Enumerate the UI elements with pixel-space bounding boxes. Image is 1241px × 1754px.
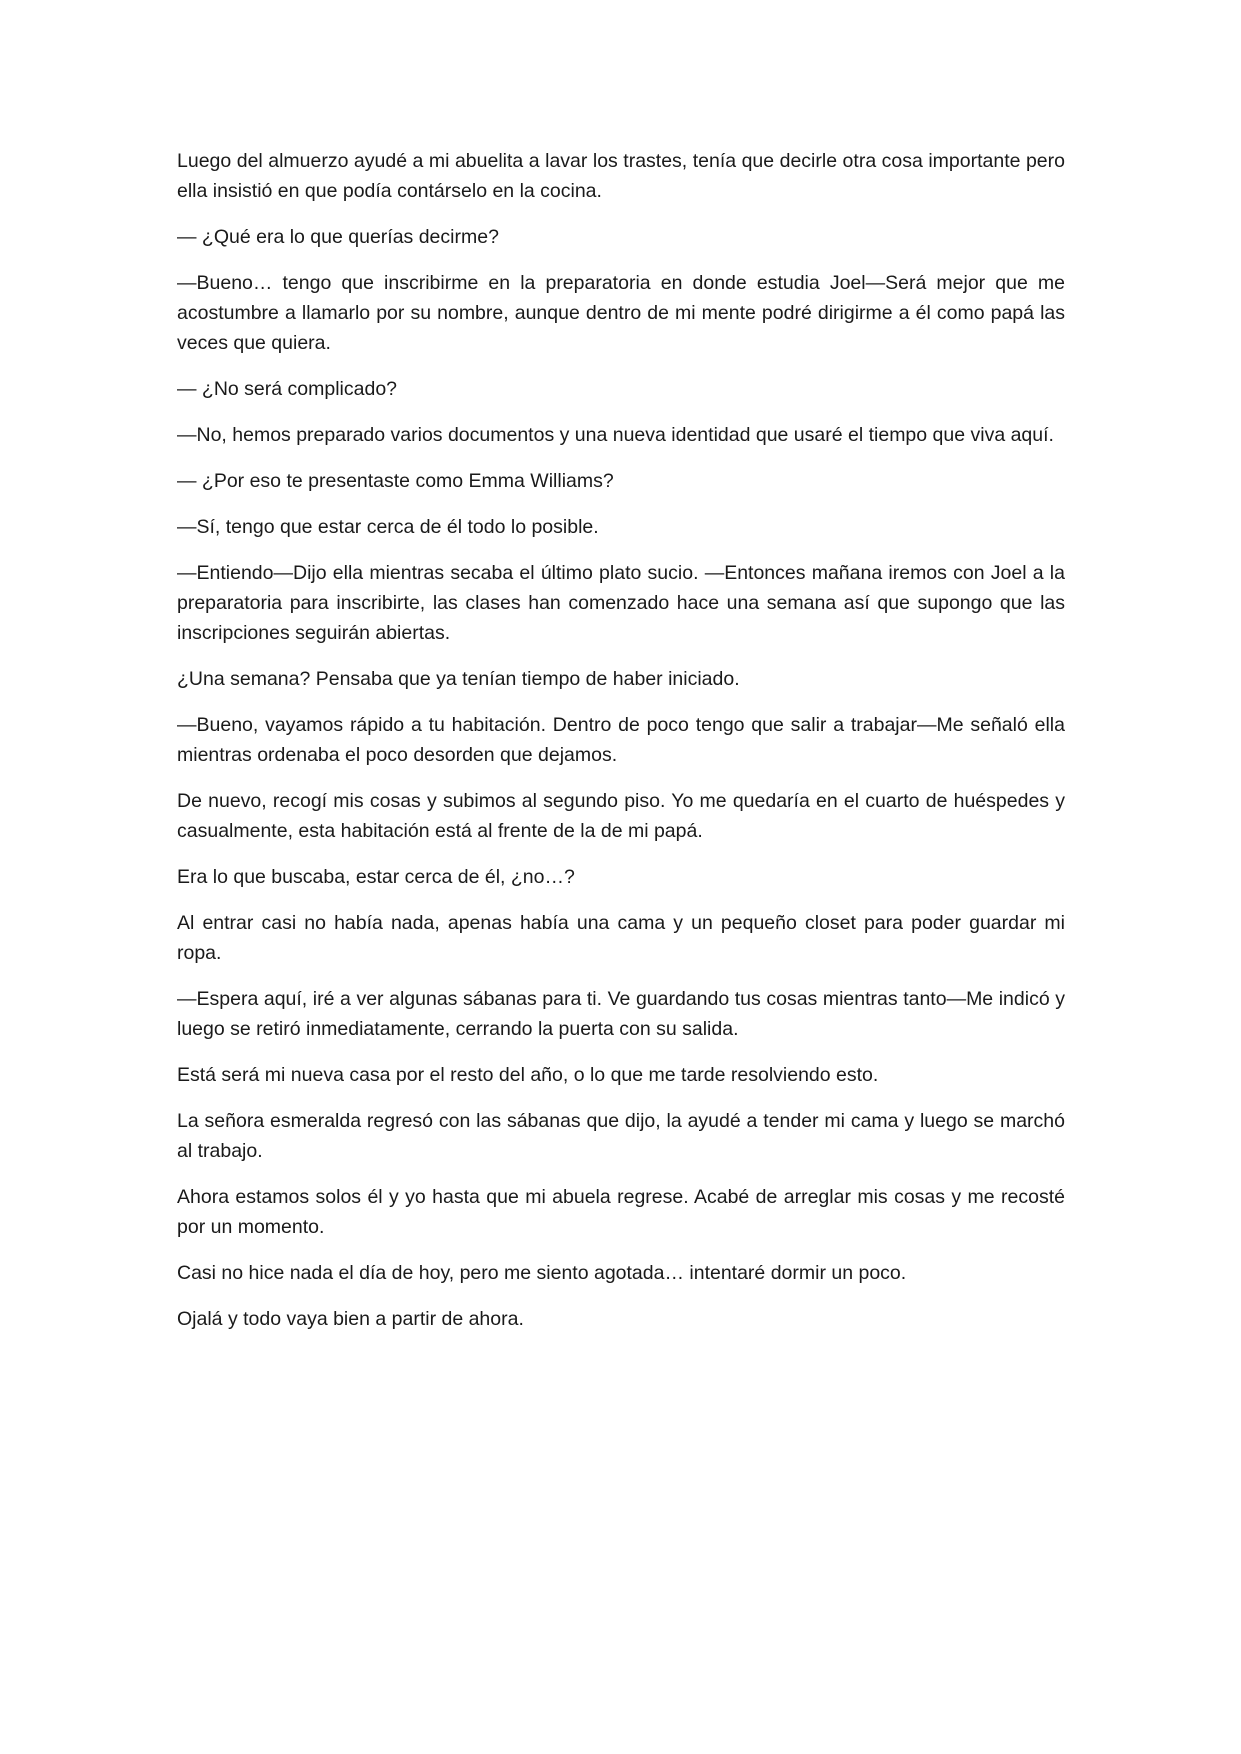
paragraph: La señora esmeralda regresó con las sábanas que dijo, la ayudé a tender mi cama y luego se marchó al trabajo. <box>177 1110 1065 1162</box>
paragraph: — ¿Qué era lo que querías decirme? <box>177 226 499 248</box>
paragraph: —Sí, tengo que estar cerca de él todo lo posible. <box>177 516 599 538</box>
document-body <box>177 146 1065 1350</box>
paragraph: —No, hemos preparado varios documentos y una nueva identidad que usaré el tiempo que viva aquí. <box>177 424 1054 446</box>
paragraph: Está será mi nueva casa por el resto del año, o lo que me tarde resolviendo esto. <box>177 1064 879 1086</box>
paragraph: Ahora estamos solos él y yo hasta que mi abuela regrese. Acabé de arreglar mis cosas y me recosté por un momento. <box>177 1186 1065 1238</box>
paragraph: Era lo que buscaba, estar cerca de él, ¿no…? <box>177 866 575 888</box>
paragraph: —Espera aquí, iré a ver algunas sábanas para ti. Ve guardando tus cosas mientras tanto—Me indicó y luego se retiró inmediatamente, cerrando la puerta con su salida. <box>177 988 1065 1040</box>
paragraph: Ojalá y todo vaya bien a partir de ahora. <box>177 1308 524 1330</box>
paragraph: —Bueno… tengo que inscribirme en la preparatoria en donde estudia Joel—Será mejor que me acostumbre a llamarlo por su nombre, aunque dentro de mi mente podré dirigirme a él como papá las veces que quiera. <box>177 272 1065 354</box>
paragraph: — ¿No será complicado? <box>177 378 398 400</box>
paragraph: Casi no hice nada el día de hoy, pero me siento agotada… intentaré dormir un poco. <box>177 1262 907 1284</box>
paragraph: — ¿Por eso te presentaste como Emma Williams? <box>177 470 614 492</box>
paragraph: De nuevo, recogí mis cosas y subimos al segundo piso. Yo me quedaría en el cuarto de huéspedes y casualmente, esta habitación está al frente de la de mi papá. <box>177 790 1065 842</box>
paragraph: Al entrar casi no había nada, apenas había una cama y un pequeño closet para poder guardar mi ropa. <box>177 912 1065 964</box>
paragraph: —Bueno, vayamos rápido a tu habitación. Dentro de poco tengo que salir a trabajar—Me señaló ella mientras ordenaba el poco desorden que dejamos. <box>177 714 1065 766</box>
paragraph: ¿Una semana? Pensaba que ya tenían tiempo de haber iniciado. <box>177 668 740 690</box>
paragraph: —Entiendo—Dijo ella mientras secaba el último plato sucio. —Entonces mañana iremos con Joel a la preparatoria para inscribirte, las clases han comenzado hace una semana así que supongo que las inscripciones seguirán abiertas. <box>177 562 1065 644</box>
paragraph: Luego del almuerzo ayudé a mi abuelita a lavar los trastes, tenía que decirle otra cosa importante pero ella insistió en que podía contárselo en la cocina. <box>177 150 1065 202</box>
